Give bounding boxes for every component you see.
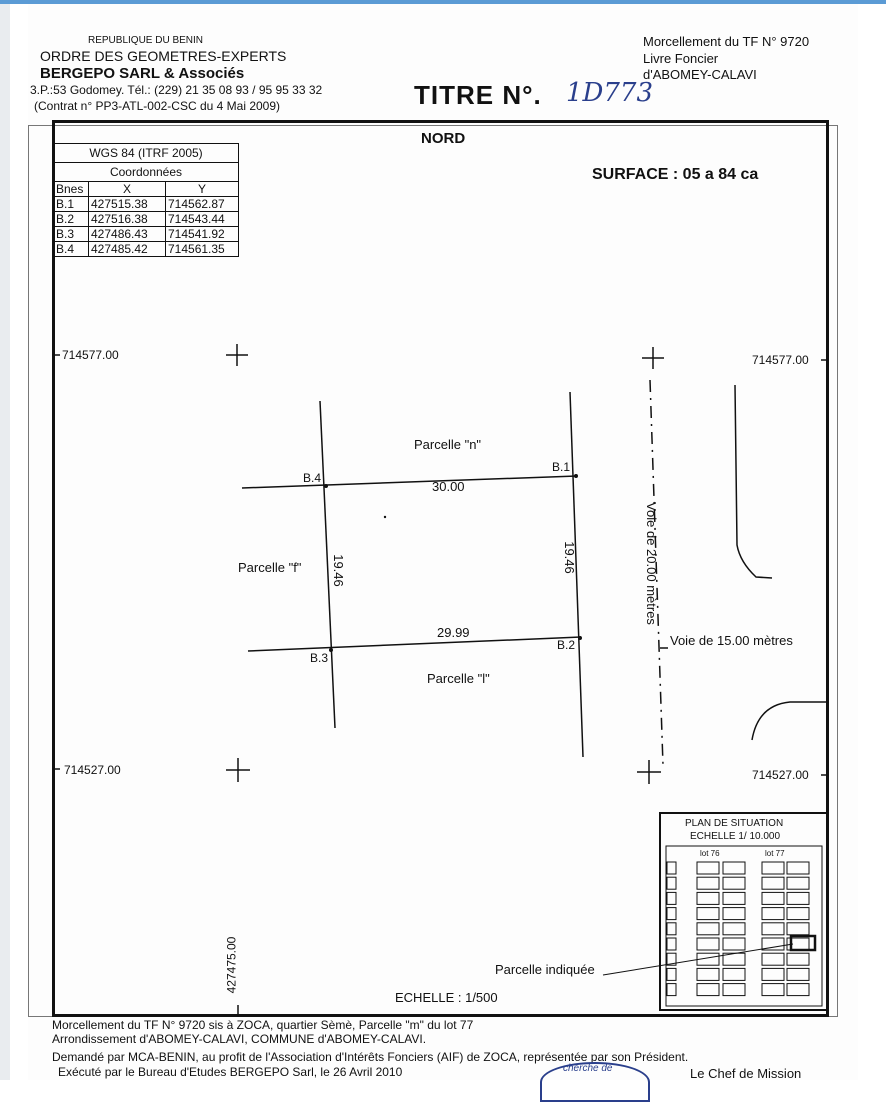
grid-label-bottom-right: 714527.00 bbox=[752, 768, 809, 782]
grid-label-top-right: 714577.00 bbox=[752, 353, 809, 367]
order-label: ORDRE DES GEOMETRES-EXPERTS bbox=[40, 48, 287, 64]
footer-line-3: Demandé par MCA-BENIN, au profit de l'Association d'Intérêts Fonciers (AIF) de ZOCA, représentée par son Président. bbox=[52, 1050, 689, 1064]
coord-header-x: X bbox=[89, 182, 166, 197]
parcel-west-label: Parcelle "f" bbox=[238, 560, 302, 575]
dimension-right: 19.46 bbox=[561, 541, 577, 574]
republic-label: REPUBLIQUE DU BENIN bbox=[88, 35, 204, 46]
title-label: TITRE N°. bbox=[414, 80, 542, 110]
lot-77-label: lot 77 bbox=[765, 849, 785, 858]
north-label: NORD bbox=[421, 130, 466, 147]
coord-cell: 714543.44 bbox=[166, 212, 239, 227]
footer-line-1: Morcellement du TF N° 9720 sis à ZOCA, quartier Sèmè, Parcelle "m" du lot 77 bbox=[52, 1018, 474, 1032]
road-20m-label: Voie de 20.00 mètres bbox=[643, 502, 659, 625]
coord-cell: 427486.43 bbox=[89, 227, 166, 242]
surface-label: SURFACE : 05 a 84 ca bbox=[592, 166, 759, 183]
coord-caption: Coordonnées bbox=[54, 163, 239, 182]
indicated-parcel-label: Parcelle indiquée bbox=[495, 962, 595, 977]
registry-location: d'ABOMEY-CALAVI bbox=[643, 67, 757, 82]
subdivision-reference: Morcellement du TF N° 9720 bbox=[643, 34, 810, 49]
stamp-text: cherche de bbox=[563, 1063, 613, 1074]
firm-contact: 3.P.:53 Godomey. Tél.: (229) 21 35 08 93 / 95 95 33 32 bbox=[30, 83, 323, 97]
coord-cell: B.2 bbox=[54, 212, 89, 227]
drawing-scale: ECHELLE : 1/500 bbox=[395, 990, 498, 1005]
chief-of-mission: Le Chef de Mission bbox=[690, 1066, 802, 1081]
firm-name: BERGEPO SARL & Associés bbox=[40, 65, 245, 82]
coord-cell: 714561.35 bbox=[166, 242, 239, 257]
parcel-south-label: Parcelle "l" bbox=[427, 671, 490, 686]
grid-label-bottom-left: 714527.00 bbox=[64, 763, 121, 777]
parcel-north-label: Parcelle "n" bbox=[414, 437, 482, 452]
coord-system: WGS 84 (ITRF 2005) bbox=[54, 144, 239, 163]
road-15m-label: Voie de 15.00 mètres bbox=[670, 633, 793, 648]
coord-cell: 427485.42 bbox=[89, 242, 166, 257]
coord-cell: 427515.38 bbox=[89, 197, 166, 212]
dimension-bottom: 29.99 bbox=[437, 625, 470, 640]
situation-title: PLAN DE SITUATION bbox=[685, 818, 784, 829]
coord-cell: 714562.87 bbox=[166, 197, 239, 212]
footer-line-2: Arrondissement d'ABOMEY-CALAVI, COMMUNE d'ABOMEY-CALAVI. bbox=[52, 1032, 427, 1046]
contract-reference: (Contrat n° PP3-ATL-002-CSC du 4 Mai 2009) bbox=[34, 99, 281, 113]
dimension-left: 19.46 bbox=[330, 554, 346, 587]
coord-cell: B.4 bbox=[54, 242, 89, 257]
coord-cell: 714541.92 bbox=[166, 227, 239, 242]
beacon-b2-label: B.2 bbox=[557, 638, 576, 652]
footer-line-4: Exécuté par le Bureau d'Etudes BERGEPO Sarl, le 26 Avril 2010 bbox=[58, 1065, 403, 1079]
land-registry-label: Livre Foncier bbox=[643, 51, 719, 66]
coord-cell: B.3 bbox=[54, 227, 89, 242]
coord-header-y: Y bbox=[166, 182, 239, 197]
beacon-b3-label: B.3 bbox=[310, 651, 329, 665]
beacon-b4-label: B.4 bbox=[303, 471, 322, 485]
coord-header-bnes: Bnes bbox=[54, 182, 89, 197]
beacon-b1-label: B.1 bbox=[552, 460, 571, 474]
dimension-top: 30.00 bbox=[432, 479, 465, 494]
lot-76-label: lot 76 bbox=[700, 849, 720, 858]
grid-label-vertical: 427475.00 bbox=[224, 936, 239, 994]
coord-cell: 427516.38 bbox=[89, 212, 166, 227]
title-number-handwritten: 1D773 bbox=[566, 78, 654, 108]
situation-scale: ECHELLE 1/ 10.000 bbox=[690, 831, 781, 842]
coord-cell: B.1 bbox=[54, 197, 89, 212]
grid-label-top-left: 714577.00 bbox=[62, 348, 119, 362]
